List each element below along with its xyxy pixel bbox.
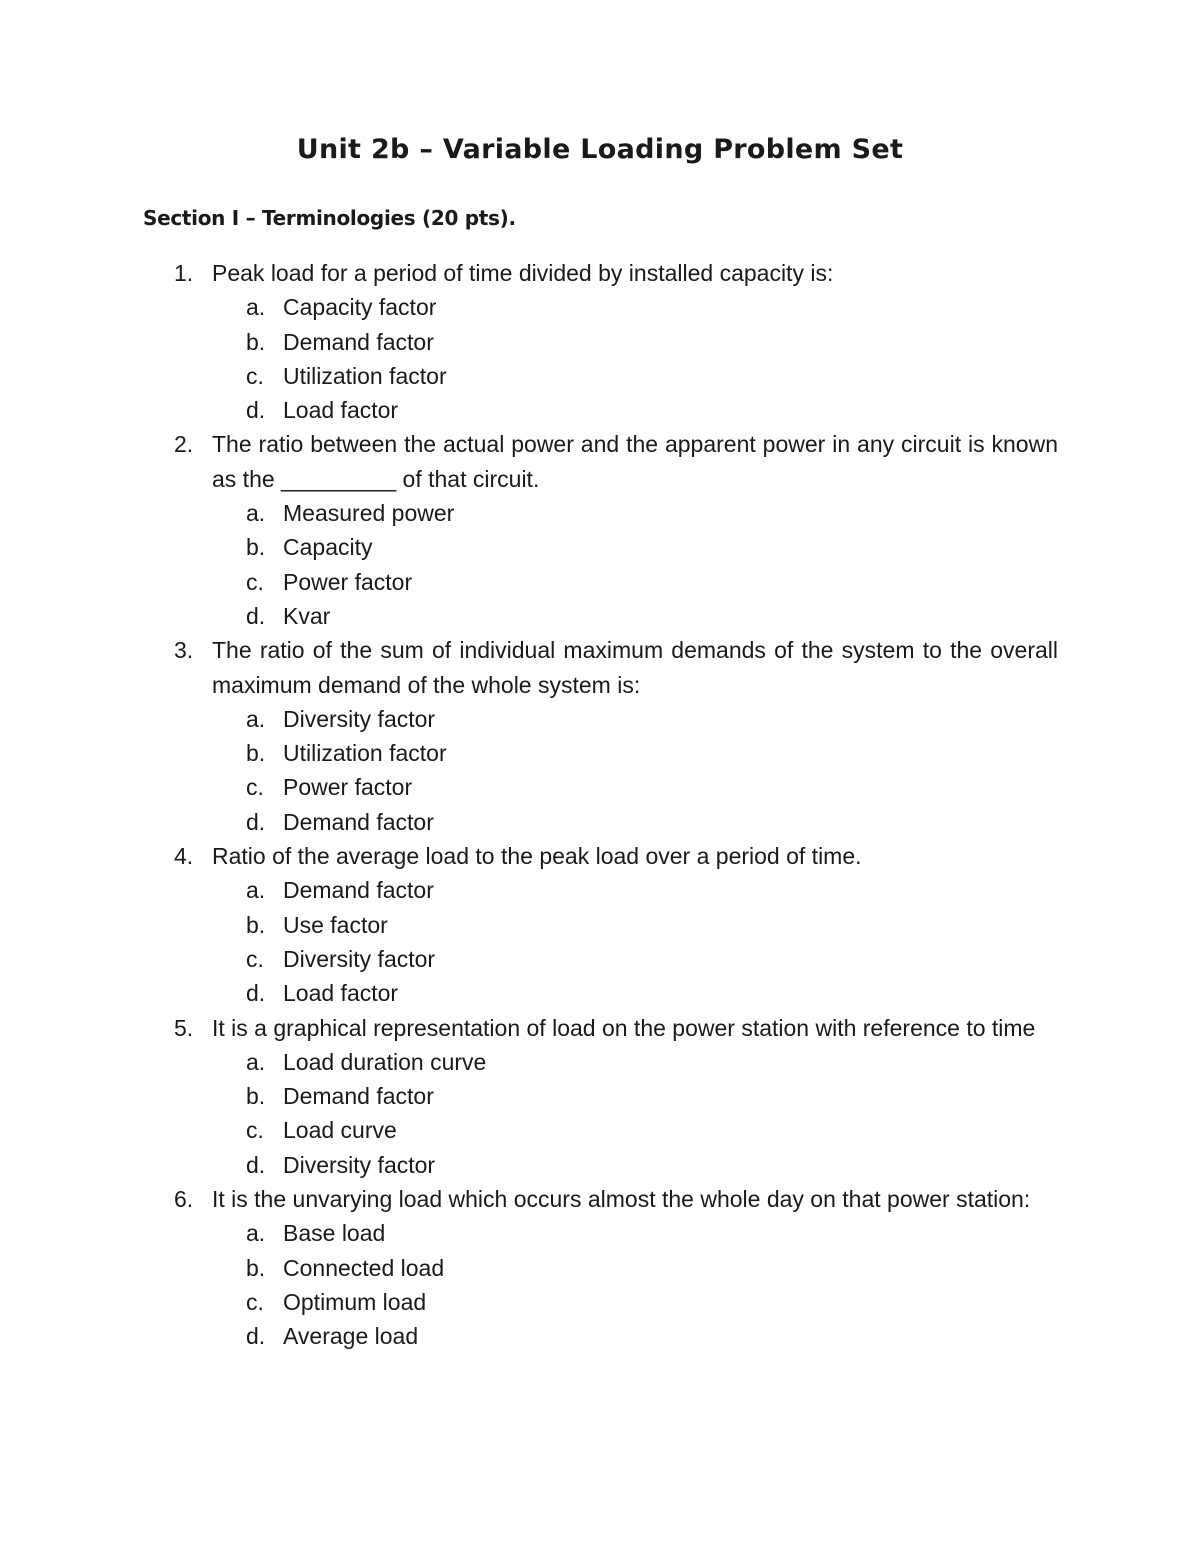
option-text: Demand factor — [283, 1083, 434, 1110]
option-text: Power factor — [283, 568, 413, 595]
document-title: Unit 2b – Variable Loading Problem Set — [296, 134, 904, 165]
option-text: Utilization factor — [283, 362, 447, 389]
answer-option — [0, 908, 1200, 942]
question-text: Ratio of the average load to the peak load over a period of time. — [212, 843, 862, 870]
option-letter: b. — [246, 911, 266, 938]
answer-option — [0, 1251, 1200, 1285]
option-text: Use factor — [283, 911, 388, 938]
answer-option — [0, 359, 1200, 393]
option-text: Demand factor — [283, 328, 434, 355]
answer-option — [0, 976, 1200, 1010]
question-number: 5. — [174, 1014, 194, 1041]
option-text: Load factor — [283, 980, 399, 1007]
option-letter: b. — [246, 1254, 266, 1281]
answer-option — [0, 736, 1200, 770]
option-text: Base load — [283, 1220, 386, 1247]
option-letter: d. — [246, 1323, 266, 1350]
question-number: 6. — [174, 1186, 194, 1213]
answer-option — [0, 325, 1200, 359]
question-list — [0, 256, 1200, 1354]
question-item — [0, 256, 1200, 427]
answer-option — [0, 770, 1200, 804]
option-letter: a. — [246, 1048, 266, 1075]
option-letter: a. — [246, 705, 266, 732]
option-letter: b. — [246, 328, 266, 355]
answer-options — [0, 702, 1200, 839]
answer-option — [0, 393, 1200, 427]
option-letter: d. — [246, 1151, 266, 1178]
answer-options — [0, 496, 1200, 633]
option-text: Load duration curve — [283, 1048, 487, 1075]
option-letter: a. — [246, 500, 266, 527]
answer-option — [0, 805, 1200, 839]
answer-option — [0, 1285, 1200, 1319]
option-text: Demand factor — [283, 808, 434, 835]
answer-option — [0, 702, 1200, 736]
question-text: Peak load for a period of time divided by installed capacity is: — [212, 260, 834, 286]
option-text: Diversity factor — [283, 705, 436, 732]
question-item — [0, 1011, 1200, 1182]
option-text: Connected load — [283, 1254, 445, 1281]
option-letter: a. — [246, 294, 266, 321]
question-number: 2. — [174, 431, 194, 458]
option-letter: d. — [246, 397, 266, 424]
question-text: The ratio between the actual power and the apparent power in any circuit is known as the _________ of that circuit. — [212, 431, 1058, 492]
option-letter: d. — [246, 808, 266, 835]
option-text: Diversity factor — [283, 1151, 436, 1178]
option-letter: c. — [246, 362, 264, 389]
question-item — [0, 427, 1200, 633]
question-number: 4. — [174, 843, 194, 870]
option-letter: d. — [246, 980, 266, 1007]
option-text: Average load — [283, 1323, 419, 1350]
answer-options — [0, 290, 1200, 427]
answer-options — [0, 1045, 1200, 1182]
answer-option — [0, 1319, 1200, 1353]
answer-option — [0, 1079, 1200, 1113]
question-text: It is the unvarying load which occurs almost the whole day on that power station: — [212, 1186, 1031, 1213]
answer-option — [0, 873, 1200, 907]
option-text: Demand factor — [283, 877, 434, 904]
answer-option — [0, 530, 1200, 564]
option-letter: a. — [246, 1220, 266, 1247]
option-text: Diversity factor — [283, 945, 436, 972]
answer-options — [0, 1216, 1200, 1353]
section-heading: Section I – Terminologies (20 pts). — [143, 206, 516, 230]
option-letter: c. — [246, 1117, 264, 1144]
option-letter: c. — [246, 568, 264, 595]
answer-option — [0, 565, 1200, 599]
question-text: It is a graphical representation of load on the power station with reference to time — [212, 1014, 1036, 1041]
question-item — [0, 1182, 1200, 1353]
option-text: Optimum load — [283, 1288, 427, 1315]
question-item — [0, 633, 1200, 839]
option-text: Kvar — [283, 602, 331, 629]
answer-option — [0, 290, 1200, 324]
option-letter: c. — [246, 774, 264, 801]
option-text: Capacity — [283, 534, 373, 561]
answer-option — [0, 942, 1200, 976]
answer-option — [0, 1148, 1200, 1182]
option-letter: b. — [246, 1083, 266, 1110]
option-text: Measured power — [283, 500, 455, 527]
option-text: Utilization factor — [283, 740, 447, 767]
option-text: Load factor — [283, 397, 399, 424]
option-letter: b. — [246, 740, 266, 767]
option-letter: c. — [246, 1288, 264, 1315]
option-letter: c. — [246, 945, 264, 972]
option-letter: d. — [246, 602, 266, 629]
answer-option — [0, 1045, 1200, 1079]
option-letter: b. — [246, 534, 266, 561]
question-text: The ratio of the sum of individual maximum demands of the system to the overall maximum demand of the whole system is: — [212, 637, 1058, 698]
option-letter: a. — [246, 877, 266, 904]
answer-options — [0, 873, 1200, 1010]
answer-option — [0, 1113, 1200, 1147]
question-number: 1. — [174, 260, 194, 286]
option-text: Capacity factor — [283, 294, 437, 321]
option-text: Load curve — [283, 1117, 397, 1144]
option-text: Power factor — [283, 774, 413, 801]
answer-option — [0, 599, 1200, 633]
answer-option — [0, 1216, 1200, 1250]
answer-option — [0, 496, 1200, 530]
question-number: 3. — [174, 637, 194, 664]
question-item — [0, 839, 1200, 1010]
